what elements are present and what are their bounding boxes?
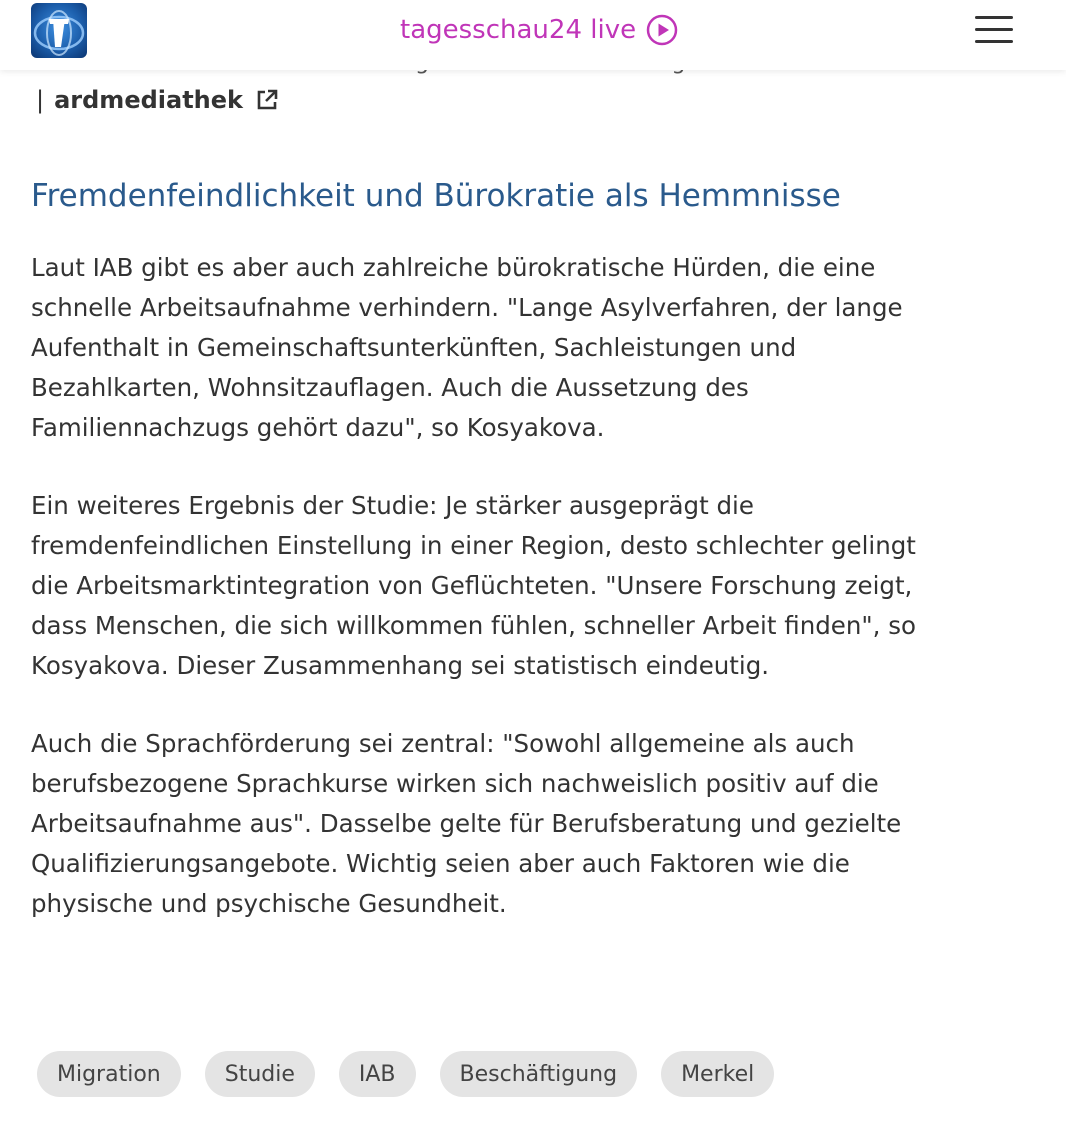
article-paragraph: Ein weiteres Ergebnis der Studie: Je stärker ausgeprägt die fremdenfeindlichen Einstellung in einer Region, desto schlechter gelingt die Arbeitsmarktintegration von Geflüchteten. "Unsere Forschung zeigt, dass Menschen, die sich willkommen fühlen, schneller Arbeit finden", so Kosyakova. Dieser Zusammenhang sei statistisch eindeutig.	[31, 491, 916, 680]
credit-source[interactable]: ardmediathek	[54, 86, 243, 114]
tagesschau-logo-icon[interactable]	[31, 3, 87, 58]
tag-merkel[interactable]: Merkel	[661, 1051, 774, 1097]
play-circle-icon	[646, 14, 678, 46]
live-label: tagesschau24 live	[400, 15, 637, 45]
media-credit[interactable]	[36, 84, 279, 116]
tag-list	[37, 1051, 774, 1097]
tag-beschaeftigung[interactable]: Beschäftigung	[440, 1051, 638, 1097]
credit-separator: |	[36, 86, 45, 114]
top-header	[0, 0, 1066, 70]
tag-iab[interactable]: IAB	[339, 1051, 416, 1097]
tag-studie[interactable]: Studie	[205, 1051, 315, 1097]
tagesschau24-live-link[interactable]	[400, 12, 678, 48]
article-paragraph: Laut IAB gibt es aber auch zahlreiche bürokratische Hürden, die eine schnelle Arbeitsaufnahme verhindern. "Lange Asylverfahren, der lange Aufenthalt in Gemeinschaftsunterkünften, Sachleistungen und Bezahlkarten, Wohnsitzauflagen. Auch die Aussetzung des Familiennachzugs gehört dazu", so Kosyakova.	[31, 253, 903, 442]
article-paragraph: Auch die Sprachförderung sei zentral: "Sowohl allgemeine als auch berufsbezogene Sprachkurse wirken sich nachweislich positiv auf die Arbeitsaufnahme aus". Dasselbe gelte für Berufsberatung und gezielte Qualifizierungsangebote. Wichtig seien aber auch Faktoren wie die physische und psychische Gesundheit.	[31, 729, 902, 918]
section-subheading: Fremdenfeindlichkeit und Bürokratie als Hemmnisse	[31, 178, 841, 214]
external-link-icon[interactable]	[255, 88, 279, 112]
hamburger-menu-icon[interactable]	[972, 14, 1014, 46]
tag-migration[interactable]: Migration	[37, 1051, 181, 1097]
